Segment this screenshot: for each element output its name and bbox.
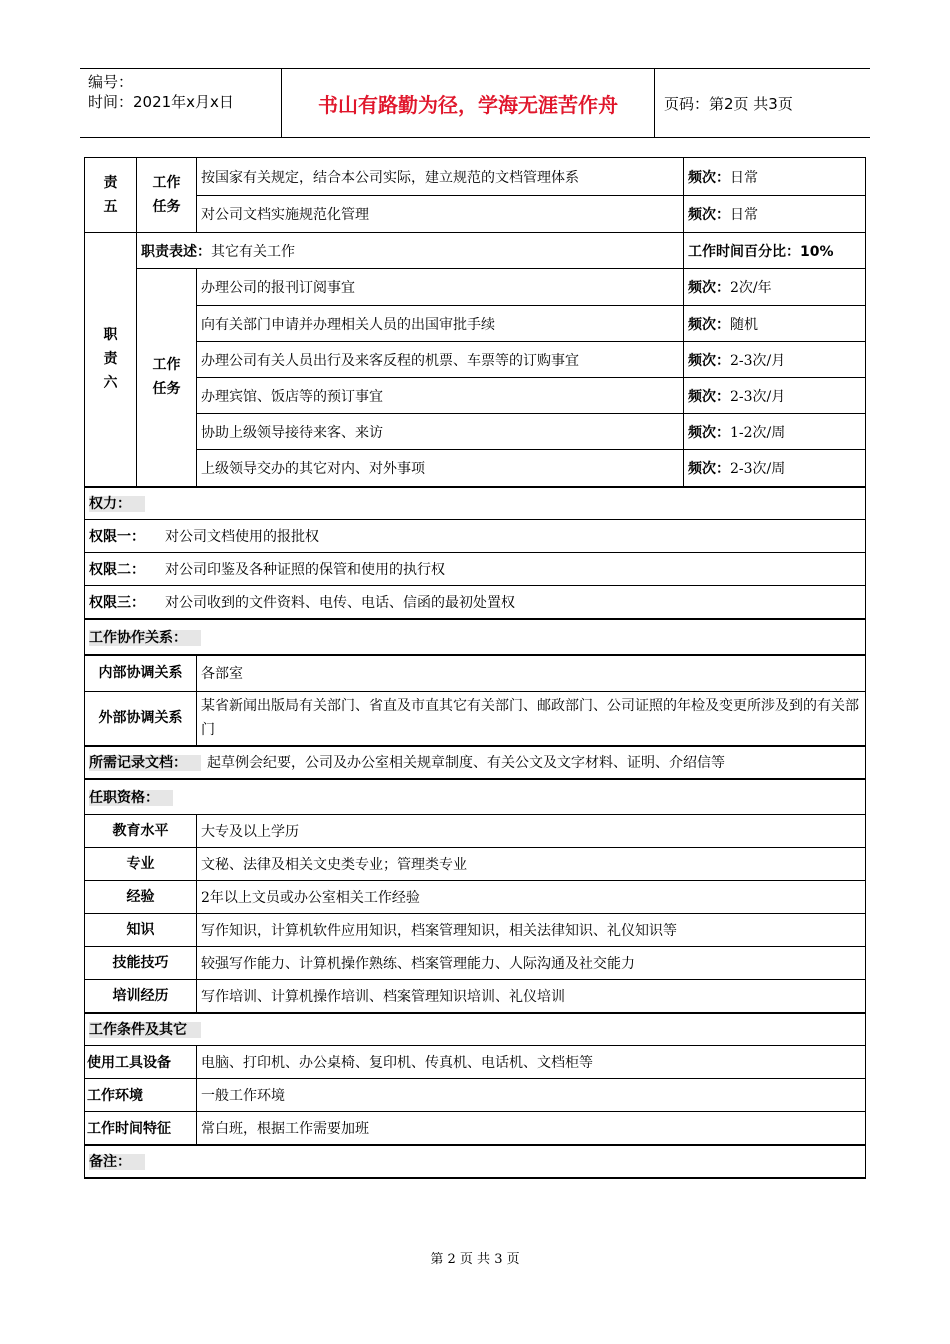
condition-value: 电脑、打印机、办公桌椅、复印机、传真机、电话机、文档柜等 (197, 1046, 866, 1079)
duty5-task-2-freq: 频次：日常 (684, 196, 866, 233)
duty6-task-1-freq: 频次：2次/年 (684, 269, 866, 306)
duty6-task-3-freq: 频次：2-3次/月 (684, 342, 866, 378)
relations-section-title: 工作协作关系： (85, 619, 866, 655)
qualification-value: 写作培训、计算机操作培训、档案管理知识培训、礼仪培训 (197, 980, 866, 1013)
duty5-task-1: 按国家有关规定，结合本公司实际，建立规范的文档管理体系 (197, 158, 684, 196)
qualification-value: 写作知识，计算机软件应用知识，档案管理知识，相关法律知识、礼仪知识等 (197, 914, 866, 947)
duty6-task-5: 协助上级领导接待来客、来访 (197, 414, 684, 450)
duty6-description: 职责表述：其它有关工作 (137, 233, 684, 269)
duty6-task-6: 上级领导交办的其它对内、对外事项 (197, 450, 684, 487)
external-relations-value: 某省新闻出版局有关部门、省直及市直其它有关部门、邮政部门、公司证照的年检及变更所涉及到的有关部门 (197, 692, 866, 746)
condition-label: 使用工具设备 (85, 1046, 197, 1079)
header-motto: 书山有路勤为径，学海无涯苦作舟 (282, 69, 655, 137)
qualification-value: 较强写作能力、计算机操作熟练、档案管理能力、人际沟通及社交能力 (197, 947, 866, 980)
duty6-label: 职责六 (85, 233, 137, 487)
page-header (80, 68, 870, 138)
qualification-label: 技能技巧 (85, 947, 197, 980)
qualification-label: 专业 (85, 848, 197, 881)
internal-relations-label: 内部协调关系 (85, 655, 197, 692)
page-footer: 第 2 页 共 3 页 (430, 1252, 520, 1267)
duty6-task-2-freq: 频次：随机 (684, 306, 866, 342)
document-number-label: 编号： (88, 73, 134, 91)
duty6-task-6-freq: 频次：2-3次/周 (684, 450, 866, 487)
header-page-number: 页码：第2页 共3页 (664, 94, 793, 113)
notes-row: 备注： (85, 1145, 866, 1178)
qualification-value: 大专及以上学历 (197, 815, 866, 848)
job-description-table (84, 157, 866, 1179)
condition-value: 一般工作环境 (197, 1079, 866, 1112)
qualifications-section-title: 任职资格： (85, 779, 866, 815)
internal-relations-value: 各部室 (197, 655, 866, 692)
authority-item-2: 权限二： 对公司印鉴及各种证照的保管和使用的执行权 (85, 553, 866, 586)
document-time: 时间：2021年x月x日 (88, 93, 234, 111)
duty6-task-4: 办理宾馆、饭店等的预订事宜 (197, 378, 684, 414)
duty6-task-1: 办理公司的报刊订阅事宜 (197, 269, 684, 306)
conditions-section-title: 工作条件及其它 (85, 1013, 866, 1046)
duty5-task-2: 对公司文档实施规范化管理 (197, 196, 684, 233)
qualification-value: 2年以上文员或办公室相关工作经验 (197, 881, 866, 914)
header-meta (80, 69, 282, 137)
authority-item-3: 权限三： 对公司收到的文件资料、电传、电话、信函的最初处置权 (85, 586, 866, 619)
duty6-task-label: 工作任务 (137, 269, 197, 487)
duty5-task-1-freq: 频次：日常 (684, 158, 866, 196)
condition-value: 常白班，根据工作需要加班 (197, 1112, 866, 1145)
qualification-label: 培训经历 (85, 980, 197, 1013)
qualification-label: 经验 (85, 881, 197, 914)
external-relations-label: 外部协调关系 (85, 692, 197, 746)
qualification-label: 知识 (85, 914, 197, 947)
duty6-task-5-freq: 频次：1-2次/周 (684, 414, 866, 450)
duty6-task-4-freq: 频次：2-3次/月 (684, 378, 866, 414)
duty6-task-3: 办理公司有关人员出行及来客反程的机票、车票等的订购事宜 (197, 342, 684, 378)
freq-label: 频次： (688, 207, 730, 223)
qualification-label: 教育水平 (85, 815, 197, 848)
authority-item-1: 权限一： 对公司文档使用的报批权 (85, 520, 866, 553)
authority-section-title: 权力： (85, 487, 866, 520)
condition-label: 工作时间特征 (85, 1112, 197, 1145)
condition-label: 工作环境 (85, 1079, 197, 1112)
records-row: 所需记录文档： 起草例会纪要，公司及办公室相关规章制度、有关公文及文字材料、证明、介绍信等 (85, 746, 866, 779)
freq-label: 频次： (688, 169, 730, 186)
duty6-task-2: 向有关部门申请并办理相关人员的出国审批手续 (197, 306, 684, 342)
qualification-value: 文秘、法律及相关文史类专业；管理类专业 (197, 848, 866, 881)
duty5-label: 责五 (85, 158, 137, 233)
duty6-time-percent: 工作时间百分比：10% (684, 233, 866, 269)
duty5-task-label: 工作任务 (137, 158, 197, 233)
